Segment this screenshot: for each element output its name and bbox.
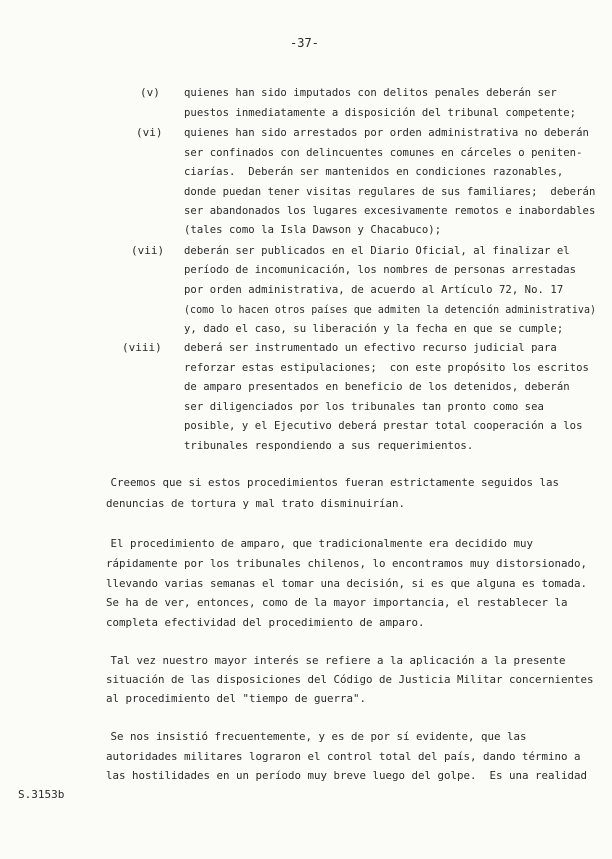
page-number: -37- [290, 36, 319, 50]
document-code: S.3153b [18, 788, 65, 801]
list-line: período de incomunicación, los nombres de personas arrestadas [184, 264, 577, 276]
list-marker: (viii) [122, 341, 162, 354]
paragraph-line: denuncias de tortura y mal trato disminuirían. [106, 497, 406, 510]
paragraph-line: completa efectividad del procedimiento de amparo. [106, 616, 425, 629]
paragraph-line: rápidamente por los tribunales chilenos, lo encontramos muy distorsionado, [106, 557, 588, 570]
paragraph-line: al procedimiento del "tiempo de guerra". [106, 692, 367, 705]
list-line: y, dado el caso, su liberación y la fecha en que se cumple; [184, 323, 564, 335]
list-line: ciarías. Deberán ser mantenidos en condiciones razonables, [184, 166, 564, 178]
list-marker: (v) [140, 86, 160, 99]
paragraph-line: Creemos que si estos procedimientos fueran estrictamente seguidos las [78, 476, 560, 489]
list-line: quienes han sido imputados con delitos penales deberán ser [184, 87, 557, 99]
list-line: ser confinados con delincuentes comunes en cárceles o peniten- [184, 147, 583, 159]
list-line: quienes han sido arrestados por orden administrativa no deberán [184, 127, 589, 139]
list-line: ser diligenciados por los tribunales tan pronto como sea [184, 401, 544, 413]
list-line: puestos inmediatamente a disposición del tribunal competente; [184, 107, 577, 119]
paragraph-line: las hostilidades en un período muy breve luego del golpe. Es una realidad [106, 769, 588, 782]
paragraph-line: Tal vez nuestro mayor interés se refiere a la aplicación a la presente [78, 654, 566, 667]
paragraph-line: autoridades militares lograron el control total del país, dando término a [106, 750, 581, 763]
list-line: por orden administrativa, de acuerdo al Artículo 72, No. 17 [184, 284, 564, 296]
list-line: (tales como la Isla Dawson y Chacabuco); [184, 224, 442, 236]
list-line: ser abandonados los lugares excesivamente remotos e inabordables [184, 205, 596, 217]
paragraph-line: Se ha de ver, entonces, como de la mayor importancia, el restablecer la [106, 596, 568, 609]
list-line: de amparo presentados en beneficio de los detenidos, deberán [184, 381, 570, 393]
list-line: deberá ser instrumentado un efectivo recurso judicial para [184, 342, 557, 354]
list-line: deberán ser publicados en el Diario Oficial, al finalizar el [184, 245, 570, 257]
list-marker: (vii) [131, 244, 165, 257]
list-line: donde puedan tener visitas regulares de sus familiares; deberán [184, 186, 596, 198]
list-line: (como lo hacen otros países que admiten la detención administrativa) [184, 304, 597, 316]
paragraph-line: llevando varias semanas el tomar una decisión, si es que alguna es tomada. [106, 577, 588, 590]
paragraph-line: El procedimiento de amparo, que tradicionalmente era decidido muy [78, 537, 534, 550]
list-line: posible, y el Ejecutivo deberá prestar total cooperación a los [184, 420, 583, 432]
paragraph-line: Se nos insistió frecuentemente, y es de por sí evidente, que las [78, 730, 527, 743]
list-marker: (vi) [136, 126, 163, 139]
paragraph-line: situación de las disposiciones del Código de Justicia Militar concernientes [106, 673, 594, 686]
list-line: tribunales respondiendo a sus requerimientos. [184, 440, 474, 452]
list-line: reforzar estas estipulaciones; con este propósito los escritos [184, 362, 589, 374]
